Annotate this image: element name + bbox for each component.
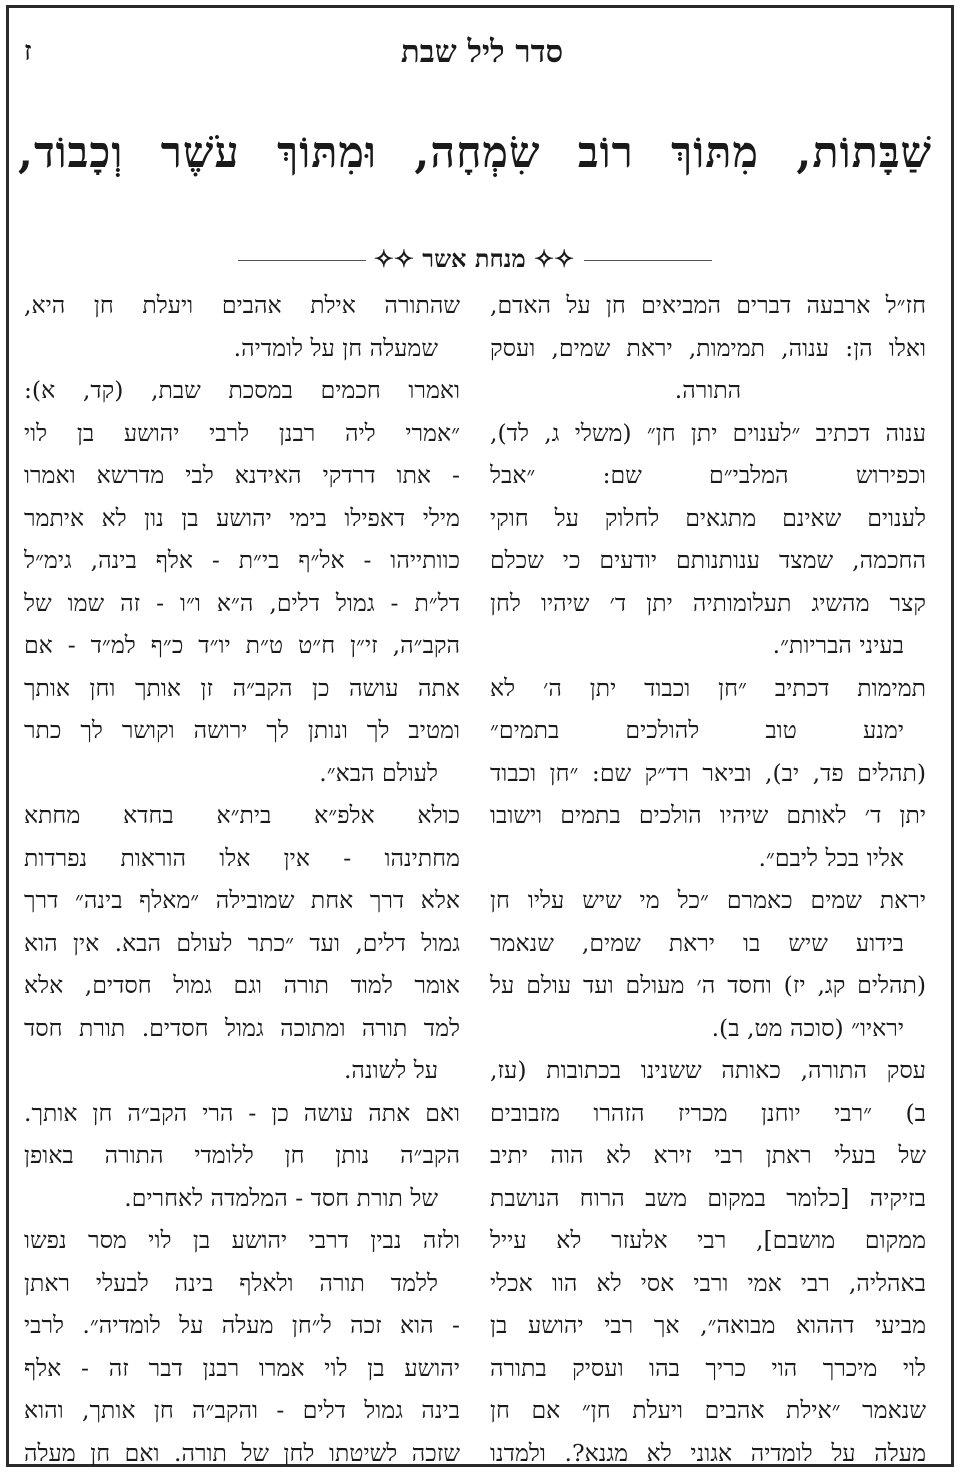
text-line: מילי דאפילו בימי יהושע בן נון לא איתמר bbox=[24, 503, 460, 532]
page-number: ז bbox=[24, 36, 32, 67]
text-line: מחתינהו - אין אלו הוראות נפרדות bbox=[24, 843, 460, 872]
text-line: שנאמר ״אילת אהבים ויעלת חן״ אם חן bbox=[490, 1396, 926, 1424]
text-line: שמעלה חן על לומדיה. bbox=[233, 333, 438, 362]
text-line: ענוה דכתיב ״לענוים יתן חן״ (משלי ג, לד), bbox=[490, 418, 926, 447]
text-line: חז״ל ארבעה דברים המביאים חן על האדם, bbox=[490, 291, 926, 319]
text-line: ימנע טוב להולכים בתמים״ bbox=[490, 716, 904, 744]
prayer-text-line: שַׁבָּתוֹת, מִתּוֹךְ רוֹב שִׂמְחָה, וּמִתּוֹךְ עֹשֶׁר וְכָבוֹד, bbox=[18, 128, 932, 178]
divider-rule bbox=[584, 260, 712, 261]
text-line: ומטיב לך ונותן לך ירושה וקושר לך כתר bbox=[24, 716, 460, 744]
text-line: ללמד תורה ולאלף בינה לבעלי ראתן bbox=[24, 1268, 438, 1297]
text-line: קצר מהשיג תעלומותיה יתן ד׳ שיהיו לחן bbox=[490, 588, 926, 617]
text-line: מעלה על לומדיה אגוני לא מגנא?. ולמדנו bbox=[490, 1438, 926, 1467]
text-line: אומר למוד תורה וגם גמול חסדים, אלא bbox=[24, 971, 460, 999]
text-line: יראת שמים כאמרם ״כל מי שיש עליו חן bbox=[490, 886, 926, 914]
text-line: שהתורה אילת אהבים ויעלת חן היא, bbox=[24, 291, 460, 319]
running-title: סדר ליל שבת bbox=[400, 34, 564, 70]
text-line: ואמרו חכמים במסכת שבת, (קד, א): bbox=[24, 376, 460, 404]
text-line: בעיני הבריות״. bbox=[772, 631, 904, 659]
text-line: מביעי דההוא מבואה״, אך רבי יהושע בן bbox=[490, 1311, 926, 1339]
text-line: דל״ת - גמול דלים, ה״א ו״ו - זה שמו של bbox=[24, 588, 460, 617]
text-line: יתן ד׳ לאותם שיהיו הולכים בתמים וישובו bbox=[490, 801, 926, 829]
text-line: על לשונה. bbox=[343, 1056, 438, 1084]
text-line: של בעלי ראתן רבי זירא לא הוה יתיב bbox=[490, 1141, 926, 1169]
text-line: החכמה, שמצד ענותנותם יודעים כי שכלם bbox=[490, 546, 926, 574]
text-line: למד תורה ומתוכה גמול חסדים. תורת חסד bbox=[24, 1013, 460, 1042]
text-line: בידוע שיש בו יראת שמים, שנאמר bbox=[490, 928, 904, 957]
text-line: כולא אלפ״א בית״א בחדא מחתא bbox=[24, 801, 460, 829]
divider-rule bbox=[238, 260, 366, 261]
text-line: גמול דלים, ועד ״כתר לעולם הבא. אין הוא bbox=[24, 928, 460, 957]
text-line: כוותייהו - אל״ף בי״ת - אלף בינה, גימ״ל bbox=[24, 546, 460, 574]
text-line: תמימות דכתיב ״חן וכבוד יתן ה׳ לא bbox=[490, 673, 926, 702]
text-line: ״אמרי ליה רבנן לרבי יהושע בן לוי bbox=[24, 418, 460, 447]
text-line: לוי מיכרך הוי כריך בהו ועסיק בתורה bbox=[490, 1353, 926, 1382]
text-line: (תהלים פד, יב), וביאר רד״ק שם: ״חן וכבוד bbox=[490, 758, 926, 787]
text-line: (תהלים קג, יז) וחסד ה׳ מעולם ועד עולם על bbox=[490, 971, 926, 999]
text-line: של תורת חסד - המלמדה לאחרים. bbox=[124, 1183, 438, 1212]
page-header bbox=[0, 28, 964, 78]
text-line: לעולם הבא״. bbox=[319, 758, 438, 787]
text-line: עסק התורה, כאותה ששנינו בכתובות (עז, bbox=[490, 1056, 926, 1084]
text-line: ואם אתה עושה כן - הרי הקב״ה חן אותך. bbox=[24, 1098, 460, 1127]
text-line: התורה. bbox=[674, 376, 742, 404]
right-column bbox=[490, 284, 926, 1474]
section-title: ✧✧ מנחת אשר ✧✧ bbox=[373, 244, 575, 273]
section-heading bbox=[0, 244, 964, 278]
text-line: ואלו הן: ענוה, תמימות, יראת שמים, ועסק bbox=[490, 333, 926, 362]
text-line: בזיקיה [כלומר במקום משב הרוח הנושבת bbox=[490, 1183, 926, 1212]
text-line: אלא דרך אחת שמובילה ״מאלף בינה״ דרך bbox=[24, 886, 460, 914]
text-line: הקב״ה, זי״ן ח״ט ט״ת יו״ד כ״ף למ״ד - אם bbox=[24, 631, 460, 659]
left-column bbox=[24, 284, 460, 1474]
text-line: וכפירוש המלבי״ם שם: ״אבל bbox=[490, 461, 926, 489]
text-line: ולזה נבין דרבי יהושע בן לוי מסר נפשו bbox=[24, 1226, 460, 1254]
text-line: לענוים שאינם מתגאים לחלוק על חוקי bbox=[490, 503, 926, 532]
text-line: - אתו דרדקי האידנא לבי מדרשא ואמרו bbox=[24, 461, 460, 489]
text-line: שזכה לשיטתו לחן של תורה. ואם חן מעלה bbox=[24, 1438, 460, 1467]
text-line: ב) ״רבי יוחנן מכריז הזהרו מזבובים bbox=[490, 1098, 926, 1127]
text-line: אליו בכל ליבם״. bbox=[758, 843, 904, 872]
text-line: באהליה, רבי אמי ורבי אסי לא הוו אכלי bbox=[490, 1268, 926, 1297]
text-line: ממקום מושבם], רבי אלעזר לא עייל bbox=[490, 1226, 926, 1254]
text-line: יראיו״ (סוכה מט, ב). bbox=[711, 1013, 904, 1042]
text-line: אתה עושה כן הקב״ה זן אותך וחן אותך bbox=[24, 673, 460, 702]
text-line: בינה גמול דלים - והקב״ה חן אותך, והוא bbox=[24, 1396, 460, 1424]
text-line: - הוא זכה ל״חן מעלה על לומדיה״. לרבי bbox=[24, 1311, 460, 1339]
text-line: הקב״ה נותן חן ללומדי התורה באופן bbox=[24, 1141, 460, 1169]
text-line: יהושע בן לוי אמרו רבנן דבר זה - אלף bbox=[24, 1353, 460, 1382]
